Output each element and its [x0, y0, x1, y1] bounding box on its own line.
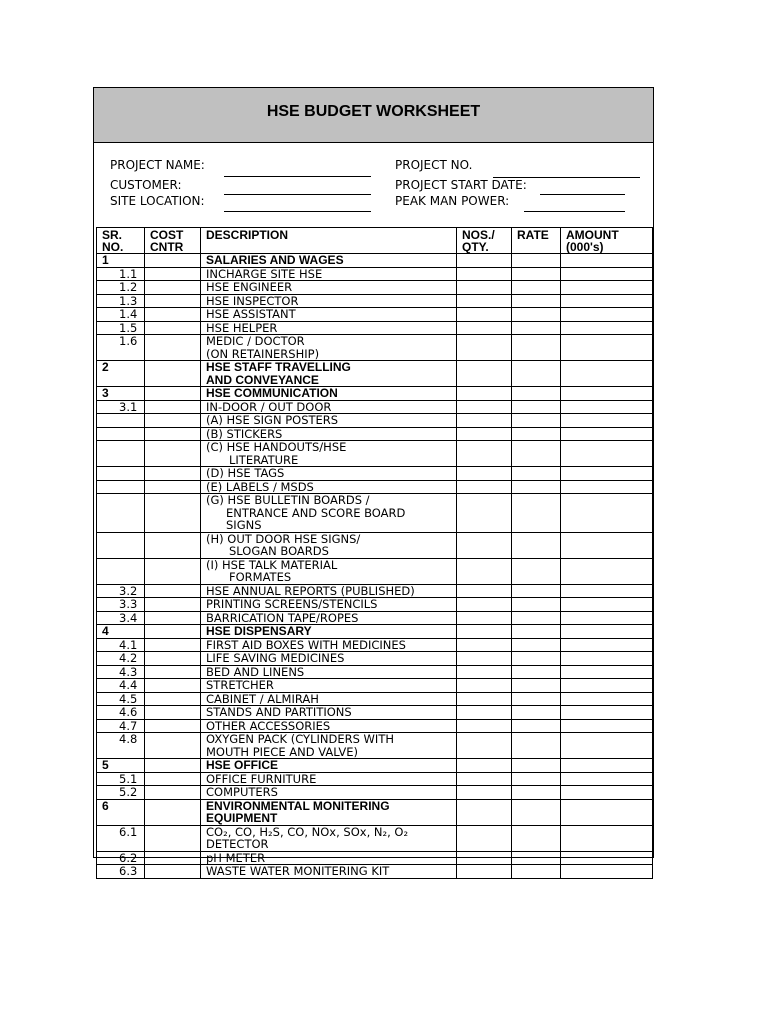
row-description: BED AND LINENS	[201, 665, 457, 679]
row-cost-center-cell[interactable]	[145, 652, 201, 666]
row-description: MEDIC / DOCTOR (ON RETAINERSHIP)	[201, 335, 457, 361]
row-cost-center-cell[interactable]	[145, 799, 201, 825]
row-qty-cell[interactable]	[457, 719, 512, 733]
row-amount-cell[interactable]	[561, 706, 653, 720]
row-amount-cell[interactable]	[561, 321, 653, 335]
row-description: (I) HSE TALK MATERIAL FORMATES	[201, 558, 457, 584]
row-amount-cell[interactable]	[561, 387, 653, 401]
table-row	[97, 281, 653, 295]
row-sr-no: 3	[97, 387, 145, 401]
project-name-label: PROJECT NAME:	[110, 158, 205, 172]
row-cost-center-cell[interactable]	[145, 254, 201, 268]
row-sr-no: 3.3	[97, 598, 145, 612]
table-row	[97, 719, 653, 733]
row-qty-cell[interactable]	[457, 308, 512, 322]
table-row	[97, 652, 653, 666]
row-qty-cell[interactable]	[457, 638, 512, 652]
row-description: HSE ANNUAL REPORTS (PUBLISHED)	[201, 584, 457, 598]
row-qty-cell[interactable]	[457, 361, 512, 387]
row-rate-cell[interactable]	[512, 254, 561, 268]
row-sr-no: 1	[97, 254, 145, 268]
table-row	[97, 584, 653, 598]
row-description: HSE STAFF TRAVELLING AND CONVEYANCE	[201, 361, 457, 387]
row-sr-no: 1.5	[97, 321, 145, 335]
row-qty-cell[interactable]	[457, 799, 512, 825]
row-description: STRETCHER	[201, 679, 457, 693]
row-qty-cell[interactable]	[457, 692, 512, 706]
row-amount-cell[interactable]	[561, 625, 653, 639]
project-name-field[interactable]	[224, 176, 371, 177]
row-rate-cell[interactable]	[512, 759, 561, 773]
table-row	[97, 427, 653, 441]
row-rate-cell[interactable]	[512, 267, 561, 281]
table-row	[97, 759, 653, 773]
row-qty-cell[interactable]	[457, 532, 512, 558]
row-amount-cell[interactable]	[561, 652, 653, 666]
row-sr-no: 1.3	[97, 294, 145, 308]
row-description: pH METER	[201, 851, 457, 865]
row-rate-cell[interactable]	[512, 865, 561, 879]
title-band	[94, 88, 653, 143]
row-sr-no: 6.2	[97, 851, 145, 865]
row-qty-cell[interactable]	[457, 467, 512, 481]
row-sr-no: 3.1	[97, 400, 145, 414]
row-cost-center-cell[interactable]	[145, 692, 201, 706]
row-description: INCHARGE SITE HSE	[201, 267, 457, 281]
row-qty-cell[interactable]	[457, 414, 512, 428]
row-description: HSE ENGINEER	[201, 281, 457, 295]
row-amount-cell[interactable]	[561, 414, 653, 428]
table-row	[97, 532, 653, 558]
row-qty-cell[interactable]	[457, 611, 512, 625]
row-amount-cell[interactable]	[561, 759, 653, 773]
row-rate-cell[interactable]	[512, 611, 561, 625]
row-qty-cell[interactable]	[457, 480, 512, 494]
row-cost-center-cell[interactable]	[145, 281, 201, 295]
row-qty-cell[interactable]	[457, 786, 512, 800]
site-location-label: SITE LOCATION:	[110, 194, 205, 208]
row-amount-cell[interactable]	[561, 719, 653, 733]
row-rate-cell[interactable]	[512, 335, 561, 361]
row-rate-cell[interactable]	[512, 719, 561, 733]
row-cost-center-cell[interactable]	[145, 786, 201, 800]
budget-table	[96, 227, 653, 879]
table-header-row	[97, 228, 653, 254]
row-cost-center-cell[interactable]	[145, 335, 201, 361]
row-rate-cell[interactable]	[512, 361, 561, 387]
project-start-date-field[interactable]	[540, 194, 625, 195]
row-sr-no: 2	[97, 361, 145, 387]
row-qty-cell[interactable]	[457, 625, 512, 639]
row-description: ENVIRONMENTAL MONITERING EQUIPMENT	[201, 799, 457, 825]
row-description: BARRICATION TAPE/ROPES	[201, 611, 457, 625]
table-row	[97, 825, 653, 851]
row-cost-center-cell[interactable]	[145, 733, 201, 759]
row-cost-center-cell[interactable]	[145, 441, 201, 467]
row-sr-no: 4.8	[97, 733, 145, 759]
row-description: (A) HSE SIGN POSTERS	[201, 414, 457, 428]
row-sr-no: 1.4	[97, 308, 145, 322]
row-sr-no	[97, 558, 145, 584]
row-amount-cell[interactable]	[561, 598, 653, 612]
row-amount-cell[interactable]	[561, 786, 653, 800]
row-sr-no	[97, 494, 145, 533]
row-amount-cell[interactable]	[561, 532, 653, 558]
row-description: CABINET / ALMIRAH	[201, 692, 457, 706]
row-qty-cell[interactable]	[457, 321, 512, 335]
row-rate-cell[interactable]	[512, 799, 561, 825]
row-sr-no	[97, 480, 145, 494]
row-rate-cell[interactable]	[512, 427, 561, 441]
row-amount-cell[interactable]	[561, 441, 653, 467]
row-description: (G) HSE BULLETIN BOARDS / ENTRANCE AND SCORE BOARD SIGNS	[201, 494, 457, 533]
row-description: COMPUTERS	[201, 786, 457, 800]
row-rate-cell[interactable]	[512, 294, 561, 308]
row-description: (E) LABELS / MSDS	[201, 480, 457, 494]
row-sr-no	[97, 414, 145, 428]
row-cost-center-cell[interactable]	[145, 532, 201, 558]
row-description: HSE DISPENSARY	[201, 625, 457, 639]
table-row	[97, 851, 653, 865]
row-qty-cell[interactable]	[457, 294, 512, 308]
row-sr-no: 3.4	[97, 611, 145, 625]
row-amount-cell[interactable]	[561, 851, 653, 865]
row-cost-center-cell[interactable]	[145, 414, 201, 428]
row-cost-center-cell[interactable]	[145, 719, 201, 733]
row-rate-cell[interactable]	[512, 532, 561, 558]
row-qty-cell[interactable]	[457, 558, 512, 584]
row-sr-no: 4.6	[97, 706, 145, 720]
table-row	[97, 598, 653, 612]
table-row	[97, 414, 653, 428]
row-description: OTHER ACCESSORIES	[201, 719, 457, 733]
site-location-field[interactable]	[224, 211, 371, 212]
row-description: WASTE WATER MONITERING KIT	[201, 865, 457, 879]
row-rate-cell[interactable]	[512, 467, 561, 481]
row-cost-center-cell[interactable]	[145, 865, 201, 879]
row-rate-cell[interactable]	[512, 692, 561, 706]
peak-man-power-label: PEAK MAN POWER:	[395, 194, 510, 208]
row-description: HSE ASSISTANT	[201, 308, 457, 322]
row-description: CO₂, CO, H₂S, CO, NOx, SOx, N₂, O₂ DETECTOR	[201, 825, 457, 851]
row-amount-cell[interactable]	[561, 467, 653, 481]
row-description: (C) HSE HANDOUTS/HSE LITERATURE	[201, 441, 457, 467]
table-row	[97, 294, 653, 308]
row-rate-cell[interactable]	[512, 851, 561, 865]
row-qty-cell[interactable]	[457, 825, 512, 851]
row-rate-cell[interactable]	[512, 558, 561, 584]
row-qty-cell[interactable]	[457, 254, 512, 268]
row-amount-cell[interactable]	[561, 361, 653, 387]
row-sr-no: 4	[97, 625, 145, 639]
row-amount-cell[interactable]	[561, 494, 653, 533]
row-qty-cell[interactable]	[457, 427, 512, 441]
row-sr-no: 1.6	[97, 335, 145, 361]
row-description: (D) HSE TAGS	[201, 467, 457, 481]
row-qty-cell[interactable]	[457, 679, 512, 693]
row-cost-center-cell[interactable]	[145, 267, 201, 281]
row-description: FIRST AID BOXES WITH MEDICINES	[201, 638, 457, 652]
customer-field[interactable]	[224, 194, 371, 195]
row-cost-center-cell[interactable]	[145, 584, 201, 598]
row-rate-cell[interactable]	[512, 786, 561, 800]
row-sr-no: 6	[97, 799, 145, 825]
row-cost-center-cell[interactable]	[145, 706, 201, 720]
row-cost-center-cell[interactable]	[145, 467, 201, 481]
row-qty-cell[interactable]	[457, 851, 512, 865]
row-qty-cell[interactable]	[457, 387, 512, 401]
row-amount-cell[interactable]	[561, 611, 653, 625]
row-rate-cell[interactable]	[512, 584, 561, 598]
row-cost-center-cell[interactable]	[145, 851, 201, 865]
row-amount-cell[interactable]	[561, 308, 653, 322]
row-cost-center-cell[interactable]	[145, 294, 201, 308]
row-cost-center-cell[interactable]	[145, 494, 201, 533]
row-cost-center-cell[interactable]	[145, 825, 201, 851]
row-rate-cell[interactable]	[512, 281, 561, 295]
row-sr-no: 4.2	[97, 652, 145, 666]
table-row	[97, 733, 653, 759]
row-rate-cell[interactable]	[512, 414, 561, 428]
table-row	[97, 638, 653, 652]
table-row	[97, 786, 653, 800]
row-sr-no: 4.1	[97, 638, 145, 652]
row-qty-cell[interactable]	[457, 759, 512, 773]
row-rate-cell[interactable]	[512, 679, 561, 693]
project-no-label: PROJECT NO.	[395, 158, 473, 172]
row-description: SALARIES AND WAGES	[201, 254, 457, 268]
table-row	[97, 665, 653, 679]
project-start-date-label: PROJECT START DATE:	[395, 178, 527, 192]
row-rate-cell[interactable]	[512, 321, 561, 335]
table-row	[97, 706, 653, 720]
row-sr-no	[97, 532, 145, 558]
table-row	[97, 799, 653, 825]
row-qty-cell[interactable]	[457, 267, 512, 281]
row-sr-no: 4.7	[97, 719, 145, 733]
row-cost-center-cell[interactable]	[145, 625, 201, 639]
row-cost-center-cell[interactable]	[145, 387, 201, 401]
row-cost-center-cell[interactable]	[145, 361, 201, 387]
row-qty-cell[interactable]	[457, 400, 512, 414]
row-sr-no: 5.2	[97, 786, 145, 800]
row-description: OXYGEN PACK (CYLINDERS WITH MOUTH PIECE AND VALVE)	[201, 733, 457, 759]
row-cost-center-cell[interactable]	[145, 321, 201, 335]
table-row	[97, 558, 653, 584]
row-cost-center-cell[interactable]	[145, 427, 201, 441]
row-description: STANDS AND PARTITIONS	[201, 706, 457, 720]
row-description: (H) OUT DOOR HSE SIGNS/ SLOGAN BOARDS	[201, 532, 457, 558]
row-amount-cell[interactable]	[561, 665, 653, 679]
row-description: PRINTING SCREENS/STENCILS	[201, 598, 457, 612]
page-title: HSE BUDGET WORKSHEET	[266, 103, 481, 120]
row-sr-no	[97, 427, 145, 441]
row-amount-cell[interactable]	[561, 733, 653, 759]
row-description: HSE INSPECTOR	[201, 294, 457, 308]
col-description: DESCRIPTION	[201, 228, 457, 254]
row-amount-cell[interactable]	[561, 638, 653, 652]
row-amount-cell[interactable]	[561, 400, 653, 414]
row-description: HSE HELPER	[201, 321, 457, 335]
table-row	[97, 625, 653, 639]
row-rate-cell[interactable]	[512, 494, 561, 533]
row-sr-no: 5.1	[97, 772, 145, 786]
table-row	[97, 361, 653, 387]
row-cost-center-cell[interactable]	[145, 772, 201, 786]
table-row	[97, 467, 653, 481]
row-cost-center-cell[interactable]	[145, 400, 201, 414]
row-sr-no	[97, 467, 145, 481]
row-rate-cell[interactable]	[512, 706, 561, 720]
table-row	[97, 254, 653, 268]
row-qty-cell[interactable]	[457, 335, 512, 361]
row-rate-cell[interactable]	[512, 665, 561, 679]
row-sr-no: 6.3	[97, 865, 145, 879]
row-rate-cell[interactable]	[512, 308, 561, 322]
row-rate-cell[interactable]	[512, 400, 561, 414]
row-amount-cell[interactable]	[561, 584, 653, 598]
row-cost-center-cell[interactable]	[145, 480, 201, 494]
row-amount-cell[interactable]	[561, 267, 653, 281]
row-cost-center-cell[interactable]	[145, 598, 201, 612]
row-rate-cell[interactable]	[512, 825, 561, 851]
row-qty-cell[interactable]	[457, 865, 512, 879]
row-qty-cell[interactable]	[457, 772, 512, 786]
row-qty-cell[interactable]	[457, 494, 512, 533]
table-row	[97, 480, 653, 494]
col-qty: NOS./ QTY.	[457, 228, 512, 254]
table-row	[97, 692, 653, 706]
table-row	[97, 494, 653, 533]
row-rate-cell[interactable]	[512, 638, 561, 652]
table-row	[97, 267, 653, 281]
row-amount-cell[interactable]	[561, 799, 653, 825]
table-row	[97, 321, 653, 335]
row-amount-cell[interactable]	[561, 772, 653, 786]
row-sr-no: 1.1	[97, 267, 145, 281]
row-sr-no: 3.2	[97, 584, 145, 598]
row-cost-center-cell[interactable]	[145, 638, 201, 652]
row-qty-cell[interactable]	[457, 733, 512, 759]
row-amount-cell[interactable]	[561, 254, 653, 268]
row-description: LIFE SAVING MEDICINES	[201, 652, 457, 666]
worksheet-sheet	[93, 87, 654, 878]
row-sr-no: 1.2	[97, 281, 145, 295]
col-cost-center: COST CNTR	[145, 228, 201, 254]
table-row	[97, 400, 653, 414]
row-amount-cell[interactable]	[561, 679, 653, 693]
row-rate-cell[interactable]	[512, 387, 561, 401]
row-sr-no	[97, 441, 145, 467]
row-sr-no: 6.1	[97, 825, 145, 851]
row-rate-cell[interactable]	[512, 598, 561, 612]
row-description: HSE OFFICE	[201, 759, 457, 773]
row-cost-center-cell[interactable]	[145, 759, 201, 773]
row-rate-cell[interactable]	[512, 441, 561, 467]
table-row	[97, 387, 653, 401]
row-amount-cell[interactable]	[561, 558, 653, 584]
table-row	[97, 441, 653, 467]
row-amount-cell[interactable]	[561, 335, 653, 361]
row-rate-cell[interactable]	[512, 772, 561, 786]
row-qty-cell[interactable]	[457, 706, 512, 720]
row-amount-cell[interactable]	[561, 281, 653, 295]
row-description: HSE COMMUNICATION	[201, 387, 457, 401]
row-qty-cell[interactable]	[457, 652, 512, 666]
row-cost-center-cell[interactable]	[145, 665, 201, 679]
row-description: OFFICE FURNITURE	[201, 772, 457, 786]
col-amount: AMOUNT (000's)	[561, 228, 653, 254]
row-description: (B) STICKERS	[201, 427, 457, 441]
table-row	[97, 611, 653, 625]
row-cost-center-cell[interactable]	[145, 679, 201, 693]
row-qty-cell[interactable]	[457, 598, 512, 612]
row-rate-cell[interactable]	[512, 625, 561, 639]
table-row	[97, 865, 653, 879]
row-sr-no: 4.4	[97, 679, 145, 693]
row-amount-cell[interactable]	[561, 427, 653, 441]
customer-label: CUSTOMER:	[110, 178, 182, 192]
row-qty-cell[interactable]	[457, 584, 512, 598]
row-description: IN-DOOR / OUT DOOR	[201, 400, 457, 414]
row-sr-no: 4.3	[97, 665, 145, 679]
row-amount-cell[interactable]	[561, 294, 653, 308]
col-rate: RATE	[512, 228, 561, 254]
row-cost-center-cell[interactable]	[145, 558, 201, 584]
row-rate-cell[interactable]	[512, 652, 561, 666]
table-row	[97, 772, 653, 786]
row-amount-cell[interactable]	[561, 692, 653, 706]
row-sr-no: 4.5	[97, 692, 145, 706]
row-qty-cell[interactable]	[457, 281, 512, 295]
row-qty-cell[interactable]	[457, 665, 512, 679]
row-sr-no: 5	[97, 759, 145, 773]
row-cost-center-cell[interactable]	[145, 611, 201, 625]
table-row	[97, 679, 653, 693]
row-amount-cell[interactable]	[561, 480, 653, 494]
row-rate-cell[interactable]	[512, 733, 561, 759]
row-cost-center-cell[interactable]	[145, 308, 201, 322]
table-row	[97, 308, 653, 322]
row-qty-cell[interactable]	[457, 441, 512, 467]
table-row	[97, 335, 653, 361]
row-amount-cell[interactable]	[561, 865, 653, 879]
row-rate-cell[interactable]	[512, 480, 561, 494]
row-amount-cell[interactable]	[561, 825, 653, 851]
peak-man-power-field[interactable]	[524, 211, 625, 212]
col-sr-no: SR. NO.	[97, 228, 145, 254]
